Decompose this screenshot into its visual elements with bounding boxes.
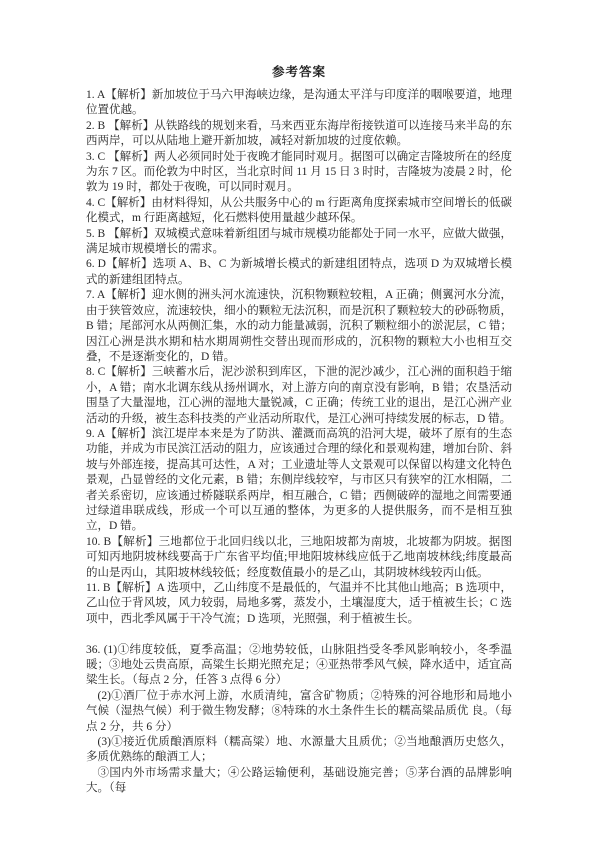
answer-paragraph: (3)①接近优质酿酒原料（糯高粱）地、水源量大且质优；②当地酿酒历史悠久，多质优熟练的酿酒工人； bbox=[86, 736, 512, 764]
answer-paragraph: 8. C【解析】三峡蓄水后，泥沙淤积到库区，下泄的泥沙减少，江心洲的面积趋于缩小，A 错；南水北调东线从扬州调水，对上游方向的南京没有影响，B 错；农垦活动围垦了大量湿地，江心洲的湿地大量锐减，C 正确；传统工业的退出，是江心洲产业活动的升级，被生态科技类的产业活动所取代，是江心洲可持续发展的标志，D 错。 bbox=[86, 366, 512, 425]
answer-paragraph: 3. C 【解析】两人必须同时处于夜晚才能同时观月。据图可以确定吉隆坡所在的经度为东 7 区。而伦敦为中时区，当北京时间 11 月 15 日 3 时时，吉隆坡为凌晨 2 时，伦敦为 19 时，都处于夜晚，可以同时观月。 bbox=[86, 150, 512, 194]
answer-paragraph: 36. (1)①纬度较低，夏季高温；②地势较低，山脉阻挡受冬季风影响较小，冬季温暖；③地处云贵高原，高粱生长期光照充足；④亚热带季风气候，降水适中，适宜高粱生长。（每点 2 分，任答 3 点得 6 分） bbox=[86, 643, 512, 687]
answer-paragraph: 9. A【解析】滨江堤岸本来是为了防洪、灌溉而高筑的沿河大堤，破坏了原有的生态功能，并成为市民滨江活动的阻力，应该通过合理的绿化和景观构建，增加台阶、斜坡与外部连接，提高其可达性，A 对；工业遗址等人文景观可以保留以构建文化特色景观，凸显曾经的文化元素，B 错；东侧岸线较窄，与市区只有狭窄的江水相隔，二者关系密切，应该通过桥隧联系两岸，相互融合，C 错；西侧破碎的湿地之间需要通过绿道串联成线，形成一个可以互通的整体，为更多的人提供服务，而不是相互独立，D 错。 bbox=[86, 427, 512, 533]
answer-paragraph: 10. B【解析】三地都位于北回归线以北，三地阳坡都为南坡，北坡都为阴坡。据图可知丙地阴坡林线要高于广东省平均值;甲地阳坡林线应低于乙地南坡林线;纬度最高的山是丙山，其阳坡林线较低；经度数值最小的是乙山，其阴坡林线较丙山低。 bbox=[86, 535, 512, 579]
page-title: 参考答案 bbox=[271, 65, 326, 79]
answer-paragraph: 4. C【解析】由材料得知，从公共服务中心的 m 行距离角度探索城市空间增长的低碳化模式，m 行距离越短，化石燃料使用量越少越环保。 bbox=[86, 196, 512, 225]
answer-paragraph: (2)①酒厂位于赤水河上游，水质清纯，富含矿物质；②特殊的河谷地形和局地小气候（湿热气候）利于微生物发酵；⑧特珠的水土条件生长的糯高粱品质优 良。（每点 2 分，共 6 分） bbox=[86, 689, 512, 733]
answer-paragraph: 11. B【解析】A 选项中，乙山纬度不是最低的，气温并不比其他山地高；B 选项中，乙山位于背风坡，风力较弱，局地多雾，蒸发小，土壤湿度大，适于植被生长；C 选项中，西北季风属于干冷气流；D 选项，光照强，利于植被生长。 bbox=[86, 582, 512, 625]
answer-paragraph: 1. A【解析】新加坡位于马六甲海峡边缘，是沟通太平洋与印度洋的咽喉要道，地理位置优越。 bbox=[86, 89, 512, 117]
answers-list bbox=[86, 88, 512, 797]
answer-paragraph: 2. B 【解析】从铁路线的规划来看，马来西亚东海岸衔接铁道可以连接马来半岛的东西两岸，可以从陆地上避开新加坡，减轻对新加坡的过度依赖。 bbox=[86, 119, 512, 148]
answer-paragraph: ③国内外市场需求量大；④公路运输便利，基础设施完善；⑤茅台酒的品牌影响大。（每 bbox=[86, 766, 512, 795]
answer-paragraph: 6. D【解析】选项 A、B、C 为新城增长模式的新建组团特点，选项 D 为双城增长模式的新建组团特点。 bbox=[86, 258, 512, 286]
answer-paragraph: 7. A【解析】迎水侧的洲头河水流速快，沉积物颗粒较粗，A 正确；侧翼河水分流，由于狭管效应，流速较快，细小的颗粒无法沉积，而是沉积了颗粒较大的砂砾物质，B 错；尾部河水从两侧汇集，水的动力能量减弱，沉积了颗粒细小的淤泥层，C 错；因江心洲是洪水期和枯水期周朔性交替出现而形成的，沉积物的颗粒大小也相互交叠，不是逐渐变化的，D 错。 bbox=[86, 289, 512, 363]
answer-paragraph: 5. B 【解析】双城模式意味着新组团与城市规模功能都处于同一水平，应做大做强，满足城市规模增长的需求。 bbox=[86, 227, 512, 256]
